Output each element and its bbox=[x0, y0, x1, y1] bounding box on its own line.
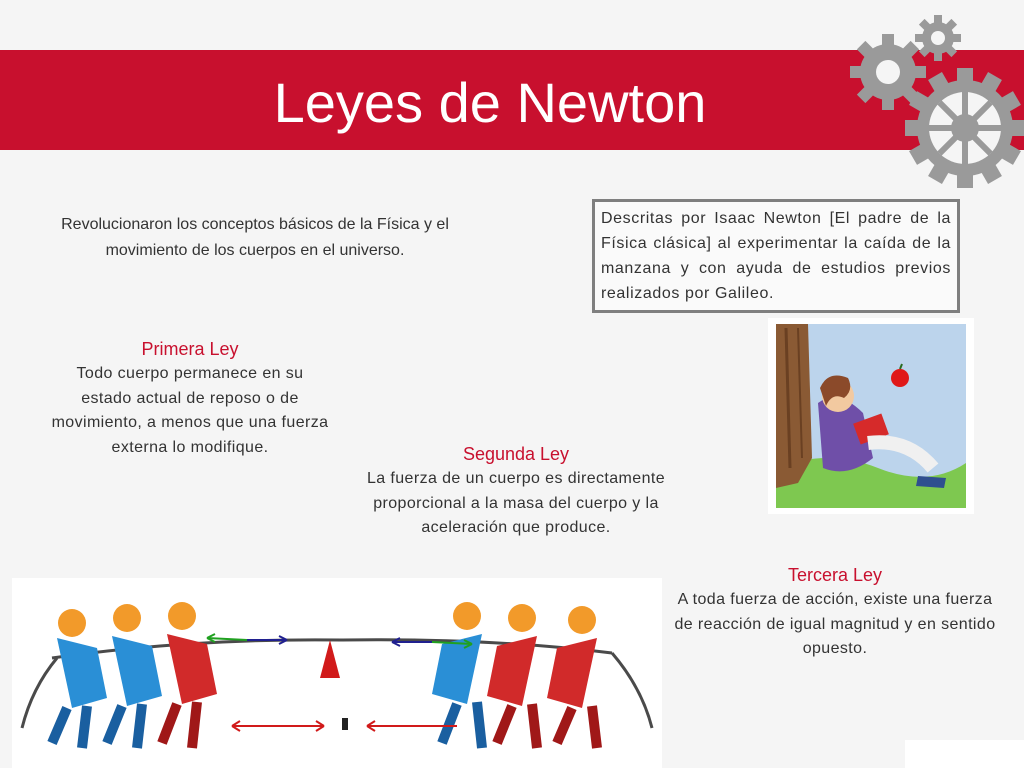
gears-icon bbox=[840, 10, 1024, 190]
first-law-heading: Primera Ley bbox=[141, 339, 239, 359]
third-law bbox=[670, 562, 1000, 662]
third-law-text: A toda fuerza de acción, existe una fuerza de reacción de igual magnitud y en sentido opuesto. bbox=[674, 591, 996, 657]
second-law-heading: Segunda Ley bbox=[462, 444, 570, 464]
corner-patch bbox=[905, 740, 1024, 768]
tug-of-war-illustration bbox=[12, 578, 662, 768]
second-law-text: La fuerza de un cuerpo es directamente proporcional a la masa del cuerpo y la aceleración que produce. bbox=[366, 470, 666, 536]
second-law bbox=[366, 441, 666, 541]
first-law-text: Todo cuerpo permanece en su estado actual de reposo o de movimiento, a menos que una fuerza externa lo modifique. bbox=[51, 365, 329, 456]
first-law bbox=[50, 336, 330, 460]
slide-title: Leyes de Newton bbox=[273, 71, 707, 134]
third-law-heading: Tercera Ley bbox=[787, 565, 883, 585]
intro-text: Revolucionaron los conceptos básicos de la Física y el movimiento de los cuerpos en el universo. bbox=[61, 216, 449, 259]
info-box: Descritas por Isaac Newton [El padre de la Física clásica] al experimentar la caída de la manzana y con ayuda de estudios previos realizados por Galileo. bbox=[592, 199, 960, 313]
newton-apple-illustration bbox=[768, 318, 974, 514]
